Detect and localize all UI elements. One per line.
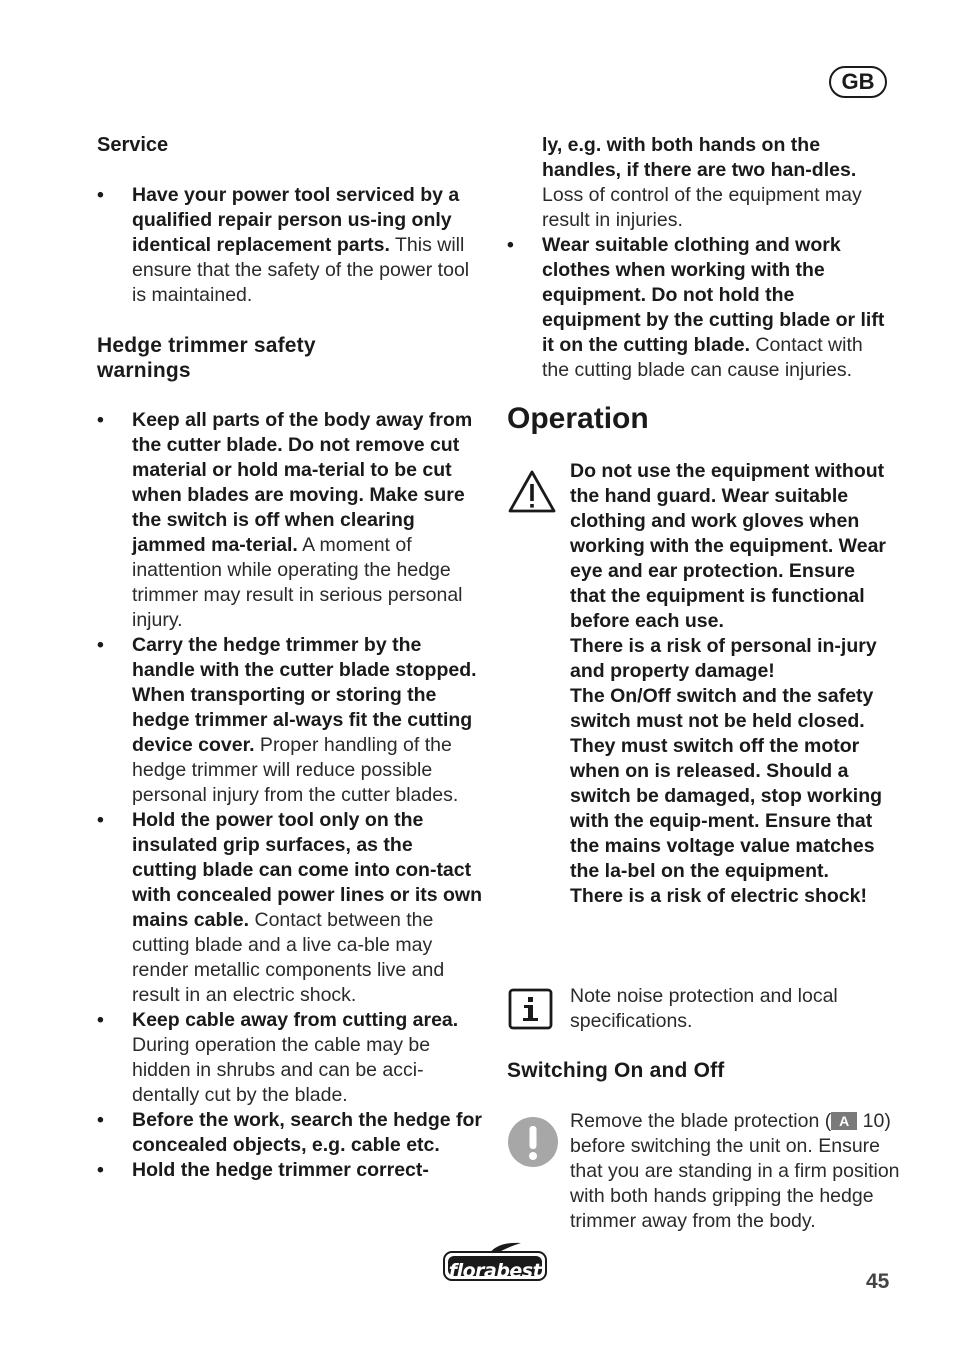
logo-pill (443, 1251, 547, 1281)
item-text: A moment of inattention while operating the hedge trimmer may result in serious personal injury. (132, 534, 463, 631)
item-bold: Have your power tool serviced by a qualified repair person us-ing only identical replacement parts. (132, 184, 460, 256)
warning-line: Do not use the equipment without the hand guard. Wear suitable clothing and work gloves when working with the equipment. Wear eye and ear protection. Ensure that the equipment is functional before each use. (570, 460, 886, 632)
notice-text (570, 1109, 900, 1234)
notice-after: 10) before switching the unit on. Ensure that you are standing in a firm position with both hands gripping the hedge trimmer away from the body. (570, 1110, 900, 1232)
continuation-text (507, 133, 892, 233)
warning-line: The On/Off switch and the safety switch must not be held closed. They must switch off the motor when on is released. Should a switch be damaged, stop working with the equip-ment. Ensure that the mains voltage value matches the la-bel on the equipment. (570, 685, 883, 882)
list-item (507, 233, 892, 383)
list-item (97, 183, 482, 308)
service-list (97, 183, 482, 308)
left-column (97, 133, 482, 1183)
service-heading: Service (97, 134, 169, 156)
language-badge: GB (829, 66, 887, 98)
warning-text (570, 459, 895, 909)
list-item (97, 808, 482, 1008)
list-item (97, 408, 482, 633)
item-text: Proper handling of the hedge trimmer will reduce possible personal injury from the cutter blades. (132, 734, 459, 806)
item-text: Loss of control of the equipment may result in injuries. (542, 184, 862, 231)
warning-triangle-icon (507, 469, 557, 514)
switching-heading: Switching On and Off (507, 1059, 725, 1082)
hedge-trimmer-heading: Hedge trimmer safety warnings (97, 334, 316, 382)
operation-heading: Operation (507, 402, 649, 435)
list-item (97, 633, 482, 808)
item-text: Contact with the cutting blade can cause injuries. (542, 334, 863, 381)
right-column-top (507, 133, 892, 383)
item-text: Contact between the cutting blade and a live ca-ble may render metallic components live and result in an electric shock. (132, 909, 445, 1006)
page-number: 45 (866, 1270, 890, 1293)
right-list (507, 233, 892, 383)
figure-label: A (831, 1112, 857, 1130)
item-bold: Keep all parts of the body away from the cutter blade. Do not remove cut material or hold ma-terial to be cut when blades are moving. Make sure the switch is off when clearing jammed ma-terial. (132, 409, 473, 556)
exclamation-circle-icon (507, 1116, 559, 1168)
warning-line: There is a risk of electric shock! (570, 885, 867, 907)
item-text: During operation the cable may be hidden in shrubs and can be acci-dentally cut by the blade. (132, 1034, 431, 1106)
item-bold: Before the work, search the hedge for concealed objects, e.g. cable etc. (132, 1109, 483, 1156)
list-item (97, 1108, 482, 1158)
notice-before: Remove the blade protection ( (570, 1110, 832, 1132)
item-bold: Hold the hedge trimmer correct- (132, 1159, 429, 1181)
item-bold: Wear suitable clothing and work clothes when working with the equipment. Do not hold the equipment by the cutting blade or lift it on the cutting blade. (542, 234, 885, 356)
list-item (97, 1008, 482, 1108)
item-bold: Hold the power tool only on the insulated grip surfaces, as the cutting blade can come into con-tact with concealed power lines or its own mains cable. (132, 809, 482, 931)
list-item (97, 1158, 482, 1183)
info-icon (508, 988, 553, 1030)
item-bold: Carry the hedge trimmer by the handle with the cutter blade stopped. When transporting or storing the hedge trimmer al-ways fit the cutting device cover. (132, 634, 477, 756)
logo-inner (448, 1256, 542, 1282)
logo-text: florabest (448, 1260, 542, 1282)
info-text: Note noise protection and local specifications. (570, 985, 838, 1032)
item-text: This will ensure that the safety of the power tool is maintained. (132, 234, 470, 306)
item-bold: Keep cable away from cutting area. (132, 1009, 459, 1031)
warning-line: There is a risk of personal in-jury and property damage! (570, 635, 877, 682)
item-bold: ly, e.g. with both hands on the handles, if there are two han-dles. (542, 134, 857, 181)
hedge-list (97, 408, 482, 1183)
brand-logo (443, 1245, 547, 1285)
